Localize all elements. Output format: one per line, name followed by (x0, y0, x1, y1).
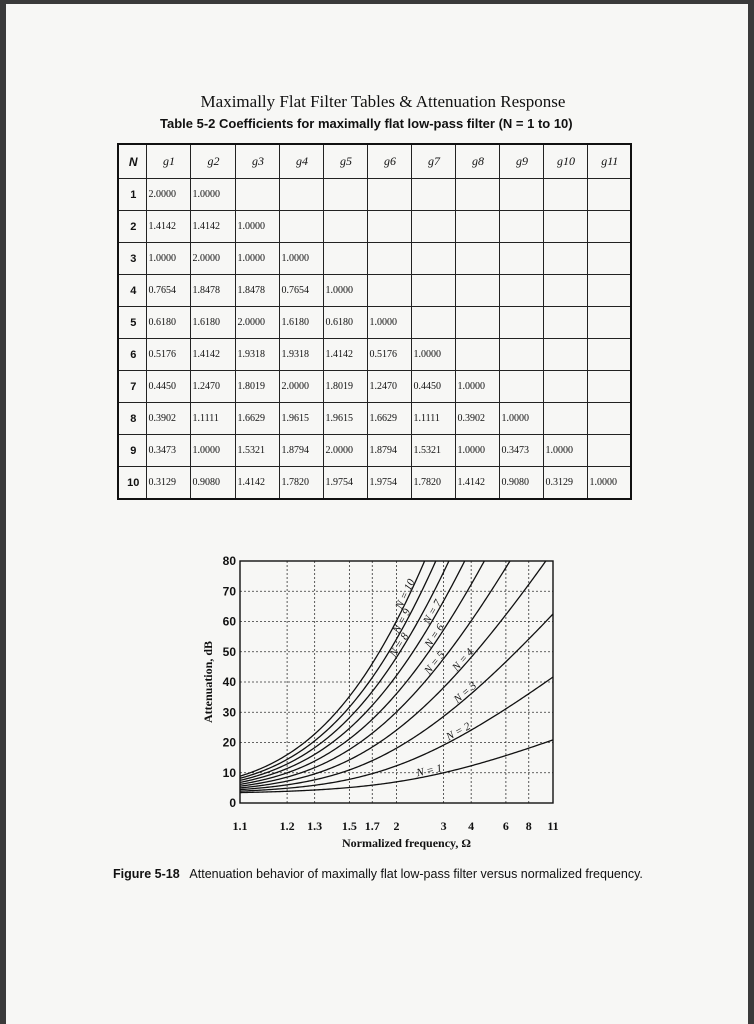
y-tick-label: 20 (222, 735, 236, 750)
series-label: N = 7 (421, 597, 445, 627)
coefficient-cell: 1.0000 (235, 211, 279, 243)
table-header-cell: g2 (190, 144, 235, 179)
x-tick-label: 1.1 (232, 819, 248, 833)
coefficient-cell: 0.6180 (146, 307, 190, 339)
table-header-cell: g5 (323, 144, 367, 179)
figure-caption-text: Attenuation behavior of maximally flat low-pass filter versus normalized frequency. (189, 867, 643, 881)
series-label: N = 6 (422, 621, 447, 650)
coefficient-cell: 0.7654 (146, 275, 190, 307)
coefficient-cell: 1.8478 (190, 275, 235, 307)
coefficient-cell: 1.6180 (190, 307, 235, 339)
figure-label: Figure 5-18 (113, 867, 180, 881)
series-label: N = 3 (451, 679, 479, 706)
coefficient-cell: 1.4142 (146, 211, 190, 243)
coefficient-cell: 1.1111 (411, 403, 455, 435)
coefficient-cell: 1.8019 (235, 371, 279, 403)
coefficient-cell: 1.0000 (235, 243, 279, 275)
coefficient-cell: 0.3473 (146, 435, 190, 467)
coefficient-cell: 1.8478 (235, 275, 279, 307)
coefficient-cell: 1.4142 (455, 467, 499, 500)
coefficient-cell: 1.0000 (367, 307, 411, 339)
y-tick-label: 30 (222, 705, 236, 720)
series-label: N = 5 (422, 649, 448, 677)
y-tick-label: 60 (222, 614, 236, 629)
coefficient-cell: 0.6180 (323, 307, 367, 339)
coefficient-cell: 1.2470 (190, 371, 235, 403)
table-header-cell: g4 (279, 144, 323, 179)
coefficient-cell: 0.3473 (499, 435, 543, 467)
table-header-cell: g3 (235, 144, 279, 179)
row-order-cell: 1 (118, 179, 146, 211)
row-order-cell: 9 (118, 435, 146, 467)
y-axis-label: Attenuation, dB (201, 640, 215, 724)
coefficient-cell: 0.7654 (279, 275, 323, 307)
series-label: N = 8 (387, 630, 412, 660)
x-axis-label: Normalized frequency, Ω (341, 836, 472, 850)
coefficient-cell: 1.6629 (367, 403, 411, 435)
coefficient-cell: 1.1111 (190, 403, 235, 435)
coefficient-cell: 1.7820 (279, 467, 323, 500)
y-tick-label: 50 (222, 644, 236, 659)
y-tick-label: 80 (222, 554, 236, 568)
coefficient-cell: 1.8794 (279, 435, 323, 467)
coefficient-cell: 0.3902 (455, 403, 499, 435)
x-tick-label: 1.3 (307, 819, 323, 833)
table-header-cell: g8 (455, 144, 499, 179)
x-tick-label: 1.7 (364, 819, 380, 833)
coefficient-cell: 0.3129 (543, 467, 587, 500)
coefficient-cell: 1.9615 (279, 403, 323, 435)
coefficient-cell: 1.8019 (323, 371, 367, 403)
table-header-cell: g11 (587, 144, 631, 179)
y-tick-label: 70 (222, 584, 236, 599)
figure-caption (113, 866, 653, 882)
coefficient-cell: 1.0000 (411, 339, 455, 371)
series-label: N = 4 (450, 646, 477, 674)
series-label: N = 9 (390, 606, 414, 636)
table-header-cell: g1 (146, 144, 190, 179)
coefficient-cell: 1.9754 (323, 467, 367, 500)
row-order-cell: 5 (118, 307, 146, 339)
coefficient-cell: 1.4142 (323, 339, 367, 371)
coefficient-cell: 1.0000 (190, 435, 235, 467)
coefficient-cell: 1.0000 (499, 403, 543, 435)
coefficient-cell: 1.9615 (323, 403, 367, 435)
y-tick-label: 10 (222, 765, 236, 780)
x-tick-label: 1.2 (279, 819, 295, 833)
table-header-cell: g10 (543, 144, 587, 179)
coefficient-cell: 2.0000 (279, 371, 323, 403)
coefficient-cell: 1.0000 (323, 275, 367, 307)
series-label: N = 1 (415, 762, 444, 780)
table-caption: Table 5-2 Coefficients for maximally flat low-pass filter (N = 1 to 10) (160, 116, 573, 131)
row-order-cell: 8 (118, 403, 146, 435)
coefficient-cell: 1.2470 (367, 371, 411, 403)
coefficient-cell: 1.9318 (235, 339, 279, 371)
coefficient-cell: 2.0000 (323, 435, 367, 467)
coefficient-cell: 1.0000 (279, 243, 323, 275)
coefficient-cell: 1.7820 (411, 467, 455, 500)
coefficient-cell: 1.8794 (367, 435, 411, 467)
coefficient-cell: 1.9318 (279, 339, 323, 371)
x-tick-label: 6 (502, 819, 509, 833)
coefficient-cell: 1.4142 (235, 467, 279, 500)
table-header-cell: g9 (499, 144, 543, 179)
coefficient-cell: 1.0000 (587, 467, 631, 500)
series-label: N = 10 (393, 577, 418, 611)
coefficient-cell: 0.3129 (146, 467, 190, 500)
row-order-cell: 3 (118, 243, 146, 275)
coefficient-cell: 1.0000 (455, 371, 499, 403)
coefficient-cell: 0.5176 (146, 339, 190, 371)
coefficient-cell: 0.9080 (190, 467, 235, 500)
x-tick-label: 3 (440, 819, 447, 833)
coefficient-cell: 0.4450 (146, 371, 190, 403)
coefficient-cell: 2.0000 (190, 243, 235, 275)
x-tick-label: 2 (393, 819, 400, 833)
coefficient-cell: 1.4142 (190, 211, 235, 243)
coefficient-cell: 1.6180 (279, 307, 323, 339)
y-tick-label: 40 (222, 675, 236, 689)
coefficient-cell: 2.0000 (235, 307, 279, 339)
table-header-cell: N (118, 144, 146, 179)
coefficient-cell: 1.5321 (411, 435, 455, 467)
coefficient-cell: 0.5176 (367, 339, 411, 371)
coefficient-cell: 1.0000 (146, 243, 190, 275)
row-order-cell: 10 (118, 467, 146, 500)
coefficient-cell: 2.0000 (146, 179, 190, 211)
row-order-cell: 4 (118, 275, 146, 307)
row-order-cell: 6 (118, 339, 146, 371)
table-header-cell: g7 (411, 144, 455, 179)
coefficient-cell: 1.6629 (235, 403, 279, 435)
coefficient-cell: 0.9080 (499, 467, 543, 500)
coefficient-cell: 1.9754 (367, 467, 411, 500)
coefficient-cell: 1.0000 (543, 435, 587, 467)
coefficient-cell: 1.0000 (190, 179, 235, 211)
coefficient-cell: 0.4450 (411, 371, 455, 403)
coefficient-cell: 1.5321 (235, 435, 279, 467)
x-tick-label: 8 (525, 819, 532, 833)
x-tick-label: 11 (547, 819, 559, 833)
y-tick-label: 0 (229, 796, 236, 810)
coefficient-cell: 1.0000 (455, 435, 499, 467)
coefficient-cell: 0.3902 (146, 403, 190, 435)
coefficient-cell: 1.4142 (190, 339, 235, 371)
row-order-cell: 2 (118, 211, 146, 243)
x-tick-label: 4 (468, 819, 475, 833)
series-label: N = 2 (444, 720, 473, 744)
table-header-cell: g6 (367, 144, 411, 179)
row-order-cell: 7 (118, 371, 146, 403)
page-title: Maximally Flat Filter Tables & Attenuation Response (200, 92, 566, 111)
x-tick-label: 1.5 (341, 819, 357, 833)
